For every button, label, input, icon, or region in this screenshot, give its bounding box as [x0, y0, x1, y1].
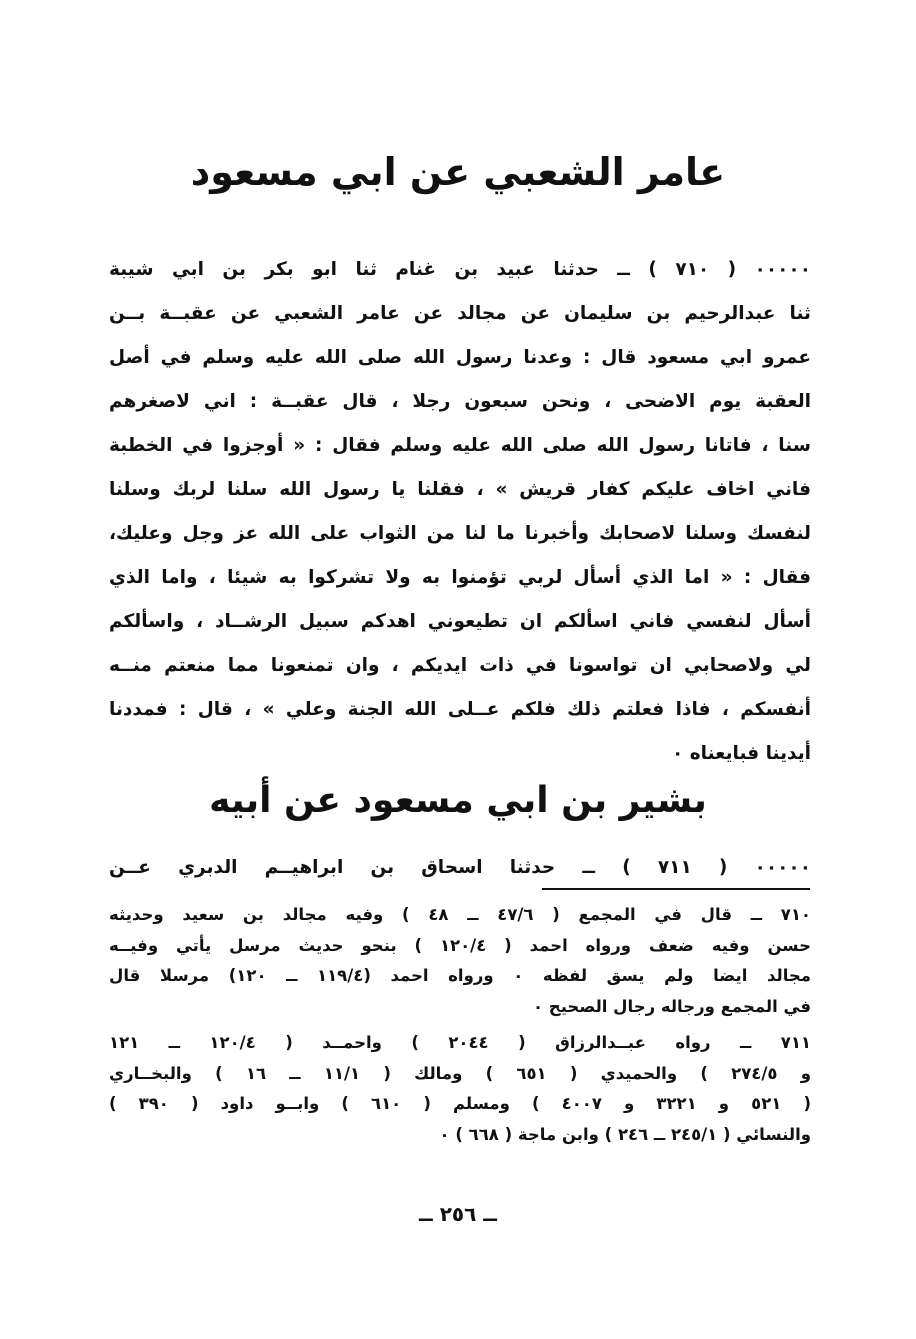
hadith-710-text [109, 248, 811, 776]
text-line: لي ولاصحابي ان تواسونا في ذات ايديكم ، وان تمنعونا مما منعتم منــه [109, 655, 811, 676]
footnote-line: في المجمع ورجاله رجال الصحيح ٠ [532, 996, 811, 1016]
footnote-line: ( ٥٢١ و ٣٢٢١ و ٤٠٠٧ ) ومسلم ( ٦١٠ ) وابــو داود ( ٣٩٠ ) [109, 1094, 811, 1113]
page-number: ــ ٢٥٦ ــ [419, 1202, 497, 1226]
footnote-711 [109, 1028, 811, 1150]
footnote-divider [542, 888, 810, 890]
footnote-710 [109, 900, 811, 1022]
footnote-line: ٧١٠ ــ قال في المجمع ( ٤٧/٦ ــ ٤٨ ) وفيه مجالد بن سعيد وحديثه [109, 905, 811, 924]
section-heading-bashir-bin-abi-masud: بشير بن ابي مسعود عن أبيه [209, 780, 707, 821]
text-line: العقبة يوم الاضحى ، ونحن سبعون رجلا ، قال عقبــة : اني لاصغرهم [109, 391, 811, 412]
text-line: أيدينا فبايعناه ٠ [671, 743, 811, 764]
footnote-line: مجالد ايضا ولم يسق لفظه ٠ ورواه احمد (١١٩/٤ ــ ١٢٠) مرسلا قال [109, 966, 811, 985]
text-line: سنا ، فاتانا رسول الله صلى الله عليه وسلم فقال : « أوجزوا في الخطبة [109, 435, 811, 456]
footnote-line: ٧١١ ــ رواه عبــدالرزاق ( ٢٠٤٤ ) واحمــد ( ١٢٠/٤ ــ ١٢١ [109, 1033, 811, 1052]
footnote-line: والنسائي ( ٢٤٥/١ ــ ٢٤٦ ) وابن ماجة ( ٦٦٨ ) ٠ [439, 1124, 811, 1144]
footnote-line: حسن وفيه ضعف ورواه احمد ( ١٢٠/٤ ) بنحو حديث مرسل يأتي وفيــه [109, 935, 811, 955]
hadith-711-text [109, 846, 811, 890]
text-line: ثنا عبدالرحيم بن سليمان عن مجالد عن عامر الشعبي عن عقبــة بــن [109, 303, 811, 324]
text-line: فقال : « اما الذي أسأل لربي تؤمنوا به ولا تشركوا به شيئا ، واما الذي [109, 567, 811, 588]
footnotes [109, 900, 811, 1150]
section-heading-amir-al-shabi: عامر الشعبي عن ابي مسعود [190, 150, 726, 194]
text-line: أنفسكم ، فاذا فعلتم ذلك فلكم عــلى الله الجنة وعلي » ، قال : فمددنا [109, 699, 811, 720]
text-line: لنفسك وسلنا لاصحابك وأخبرنا ما لنا من الثواب على الله عز وجل وعليك، [109, 523, 811, 544]
text-line: عمرو ابي مسعود قال : وعدنا رسول الله صلى الله عليه وسلم في أصل [109, 347, 811, 368]
footnote-line: و ٢٧٤/٥ ) والحميدي ( ٦٥١ ) ومالك ( ١١/١ ــ ١٦ ) والبخــاري [109, 1063, 811, 1083]
text-line: أسأل لنفسي فاني اسألكم ان تطيعوني اهدكم سبيل الرشــاد ، واسألكم [109, 611, 811, 632]
text-line: ٠٠٠٠٠ ( ٧١١ ) ــ حدثنا اسحاق بن ابراهيــم الدبري عــن [109, 857, 811, 878]
text-line: ٠٠٠٠٠ ( ٧١٠ ) ــ حدثنا عبيد بن غنام ثنا ابو بكر بن ابي شيبة [109, 259, 811, 280]
text-line: فاني اخاف عليكم كفار قريش » ، فقلنا يا رسول الله سلنا لربك وسلنا [109, 479, 811, 500]
